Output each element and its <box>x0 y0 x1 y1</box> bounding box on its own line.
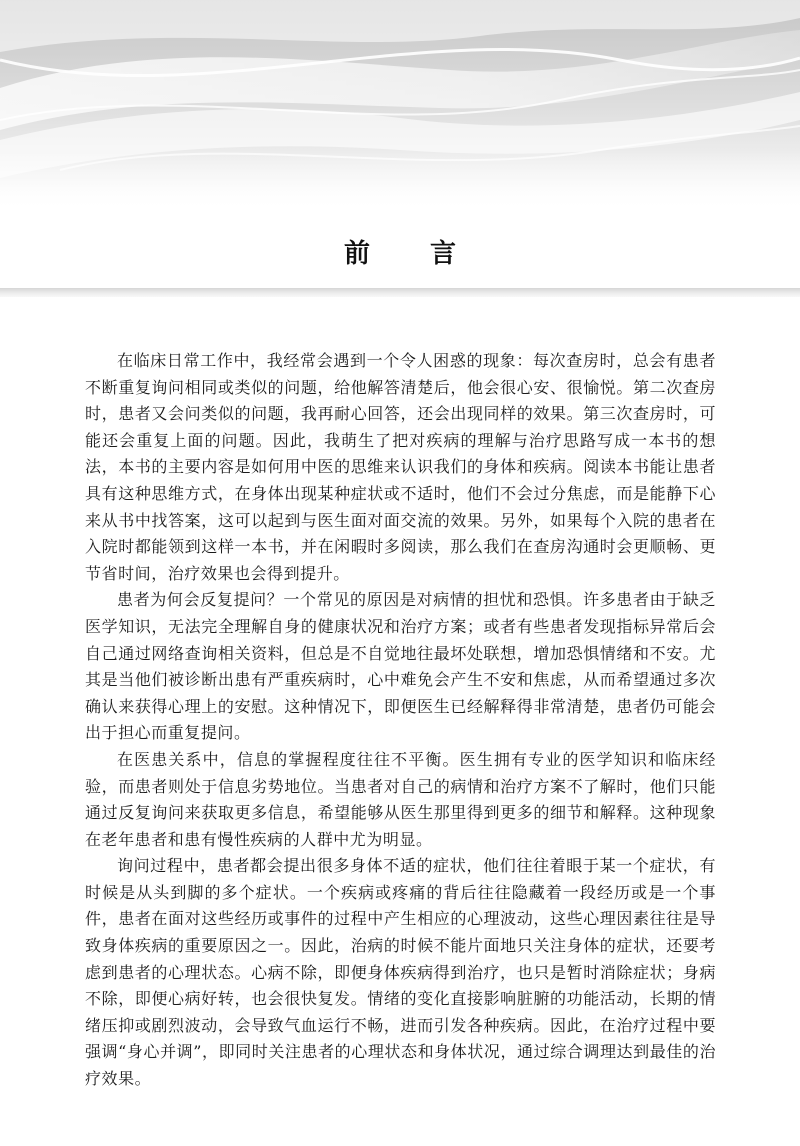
preface-paragraph: 患者为何会反复提问？一个常见的原因是对病情的担忧和恐惧。许多患者由于缺乏医学知识，无法完全理解自身的健康状况和治疗方案；或者有些患者发现指标异常后会自己通过网络查询相关资料，但总是不自觉地往最坏处联想，增加恐惧情绪和不安。尤其是当他们被诊断出患有严重疾病时，心中难免会产生不安和焦虑，从而希望通过多次确认来获得心理上的安慰。这种情况下，即便医生已经解释得非常清楚，患者仍可能会出于担心而重复提问。 <box>85 590 716 743</box>
preface-paragraph: 询问过程中，患者都会提出很多身体不适的症状，他们往往着眼于某一个症状，有时候是从头到脚的多个症状。一个疾病或疼痛的背后往往隐藏着一段经历或是一个事件，患者在面对这些经历或事件的过程中产生相应的心理波动，这些心理因素往往是导致身体疾病的重要原因之一。因此，治病的时候不能片面地只关注身体的症状，还要考虑到患者的心理状态。心病不除，即便身体疾病得到治疗，也只是暂时消除症状；身病不除，即便心病好转，也会很快复发。情绪的变化直接影响脏腑的功能活动，长期的情绪压抑或剧烈波动，会导致气血运行不畅，进而引发各种疾病。因此，在治疗过程中要强调“身心并调”，即同时关注患者的心理状态和身体状况，通过综合调理达到最佳的治疗效果。 <box>85 856 716 1089</box>
page-title: 前 言 <box>343 239 473 269</box>
preface-paragraph: 在医患关系中，信息的掌握程度往往不平衡。医生拥有专业的医学知识和临床经验，而患者则处于信息劣势地位。当患者对自己的病情和治疗方案不了解时，他们只能通过反复询问来获取更多信息，希望能够从医生那里得到更多的细节和解释。这种现象在老年患者和患有慢性疾病的人群中尤为明显。 <box>85 749 716 849</box>
preface-body <box>85 348 716 1093</box>
title-divider-band <box>0 288 800 297</box>
header-wave-decoration <box>0 0 800 212</box>
preface-paragraph: 在临床日常工作中，我经常会遇到一个令人困惑的现象：每次查房时，总会有患者不断重复询问相同或类似的问题，给他解答清楚后，他会很心安、很愉悦。第二次查房时，患者又会问类似的问题，我再耐心回答，还会出现同样的效果。第三次查房时，可能还会重复上面的问题。因此，我萌生了把对疾病的理解与治疗思路写成一本书的想法，本书的主要内容是如何用中医的思维来认识我们的身体和疾病。阅读本书能让患者具有这种思维方式，在身体出现某种症状或不适时，他们不会过分焦虑，而是能静下心来从书中找答案，这可以起到与医生面对面交流的效果。另外，如果每个入院的患者在入院时都能领到这样一本书，并在闲暇时多阅读，那么我们在查房沟通时会更顺畅、更节省时间，治疗效果也会得到提升。 <box>85 351 716 583</box>
